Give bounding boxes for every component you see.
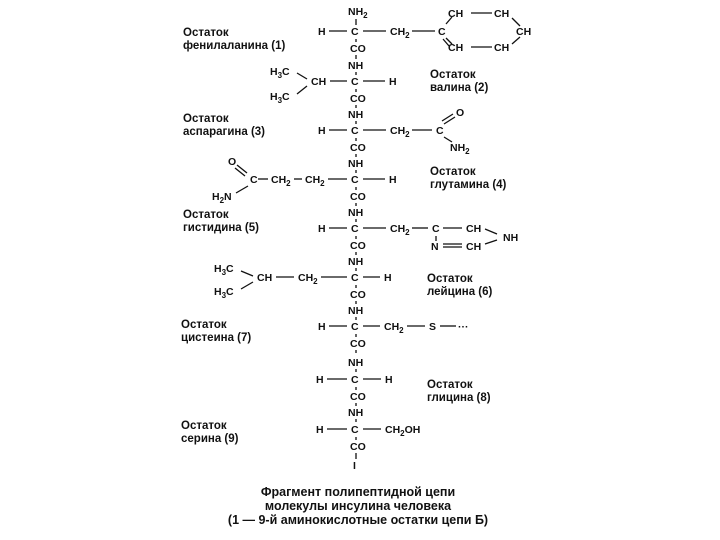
atom-h3c: $H_3C$ <box>270 91 290 105</box>
atom-nh-7: NH <box>348 305 364 317</box>
chain-continuation: I <box>353 460 356 472</box>
residue-1-label-line2: фенилаланина (1) <box>183 40 286 52</box>
residue-label-asparagine <box>183 113 265 138</box>
side-chain-asparagine <box>363 107 470 156</box>
atom-nh2: $NH_2$ <box>450 142 470 156</box>
atom-co-3: CO <box>350 142 366 154</box>
atom-o: O <box>456 107 465 119</box>
atom-o: O <box>228 156 237 168</box>
atom-c-alpha-9: C <box>351 424 359 436</box>
residue-7-label-line1: Остаток <box>181 319 227 331</box>
residue-label-glycine <box>427 379 491 404</box>
residue-label-histidine <box>183 209 259 234</box>
atom-co-9: CO <box>350 441 366 453</box>
residue-4-label-line2: глутамина (4) <box>430 179 507 191</box>
atom-nh-3: NH <box>348 109 364 121</box>
figure-caption <box>228 485 488 527</box>
atom-h3c: $H_3C$ <box>214 286 234 300</box>
atom-co-1: CO <box>350 43 366 55</box>
atom-h: H <box>318 26 326 38</box>
atom-n: N <box>431 241 439 253</box>
backbone <box>316 6 397 472</box>
atom-nh-9: NH <box>348 407 364 419</box>
residue-8-label-line1: Остаток <box>427 379 473 391</box>
residue-9-label-line1: Остаток <box>181 420 227 432</box>
atom-c-alpha-8: C <box>351 374 359 386</box>
atom-h2n: $H_2N$ <box>212 191 232 205</box>
residue-6-label-line1: Остаток <box>427 273 473 285</box>
atom-co-5: CO <box>350 240 366 252</box>
disulfide-continuation: ··· <box>458 321 469 333</box>
atom-h: H <box>385 374 393 386</box>
residue-5-label-line1: Остаток <box>183 209 229 221</box>
atom-h: H <box>318 125 326 137</box>
residue-8-label-line2: глицина (8) <box>427 392 491 404</box>
side-chain-valine <box>270 66 347 105</box>
residue-label-glutamine <box>430 166 507 191</box>
atom-nh: NH <box>503 232 519 244</box>
atom-nh-5: NH <box>348 207 364 219</box>
atom-h: H <box>384 272 392 284</box>
residue-label-leucine <box>427 273 493 298</box>
residue-2-label-line2: валина (2) <box>430 82 489 94</box>
atom-c: C <box>250 174 258 186</box>
atom-nh-4: NH <box>348 158 364 170</box>
residue-label-cysteine <box>181 319 251 344</box>
atom-ch2: $CH_2$ <box>298 272 318 286</box>
residue-3-label-line1: Остаток <box>183 113 229 125</box>
residue-2-label-line1: Остаток <box>430 69 476 81</box>
residue-label-valine <box>430 69 488 94</box>
atom-co-4: CO <box>350 191 366 203</box>
side-chain-histidine <box>363 223 518 253</box>
atom-h3c: $H_3C$ <box>270 66 290 80</box>
atom-ch: CH <box>466 223 482 235</box>
atom-c-alpha-6: C <box>351 272 359 284</box>
atom-c-alpha-4: C <box>351 174 359 186</box>
atom-ch: CH <box>311 76 327 88</box>
atom-ch: CH <box>448 8 464 20</box>
atom-nh-2: NH <box>348 60 364 72</box>
atom-ch: CH <box>494 8 510 20</box>
atom-h: H <box>318 321 326 333</box>
atom-ch2: $CH_2$ <box>390 26 410 40</box>
atom-co-6: CO <box>350 289 366 301</box>
atom-ch: CH <box>516 26 532 38</box>
atom-c-alpha-5: C <box>351 223 359 235</box>
atom-c: C <box>436 125 444 137</box>
atom-c-alpha-1: C <box>351 26 359 38</box>
atom-co-2: CO <box>350 93 366 105</box>
atom-h: H <box>389 174 397 186</box>
atom-h: H <box>318 223 326 235</box>
atom-ch: CH <box>257 272 273 284</box>
side-chain-serine <box>363 424 420 438</box>
residue-6-label-line2: лейцина (6) <box>427 286 493 298</box>
atom-ch: CH <box>448 42 464 54</box>
atom-c: C <box>438 26 446 38</box>
atom-ch2: $CH_2$ <box>305 174 325 188</box>
atom-h: H <box>316 374 324 386</box>
atom-h: H <box>389 76 397 88</box>
atom-ch2oh: $CH_2OH$ <box>385 424 421 438</box>
atom-co-8: CO <box>350 391 366 403</box>
atom-ch2: $CH_2$ <box>390 125 410 139</box>
side-chain-phenylalanine <box>363 8 531 54</box>
atom-nh2-terminal: $NH_2$ <box>348 6 368 20</box>
caption-line-3: (1 — 9-й аминокислотные остатки цепи Б) <box>227 513 489 527</box>
atom-nh-6: NH <box>348 256 364 268</box>
side-chain-leucine <box>214 263 347 300</box>
residue-5-label-line2: гистидина (5) <box>183 222 259 234</box>
residue-3-label-line2: аспарагина (3) <box>183 126 266 138</box>
atom-ch: CH <box>466 241 482 253</box>
atom-ch2: $CH_2$ <box>384 321 404 335</box>
atom-ch: CH <box>494 42 510 54</box>
side-chain-glutamine <box>212 156 347 205</box>
atom-h3c: $H_3C$ <box>214 263 234 277</box>
residue-9-label-line2: серина (9) <box>181 433 239 445</box>
residue-label-phenylalanine <box>183 27 286 52</box>
residue-7-label-line2: цистеина (7) <box>181 332 252 344</box>
atom-co-7: CO <box>350 338 366 350</box>
atom-c-alpha-3: C <box>351 125 359 137</box>
residue-1-label-line1: Остаток <box>183 27 229 39</box>
residue-4-label-line1: Остаток <box>430 166 476 178</box>
caption-line-2: молекулы инсулина человека <box>264 499 452 513</box>
atom-ch2: $CH_2$ <box>390 223 410 237</box>
atom-c-alpha-2: C <box>351 76 359 88</box>
caption-line-1: Фрагмент полипептидной цепи <box>260 485 456 499</box>
residue-label-serine <box>181 420 239 445</box>
side-chain-cysteine <box>363 321 469 335</box>
atom-c: C <box>432 223 440 235</box>
atom-c-alpha-7: C <box>351 321 359 333</box>
atom-nh-8: NH <box>348 357 364 369</box>
atom-ch2: $CH_2$ <box>271 174 291 188</box>
atom-s: S <box>429 321 437 333</box>
atom-h: H <box>316 424 324 436</box>
